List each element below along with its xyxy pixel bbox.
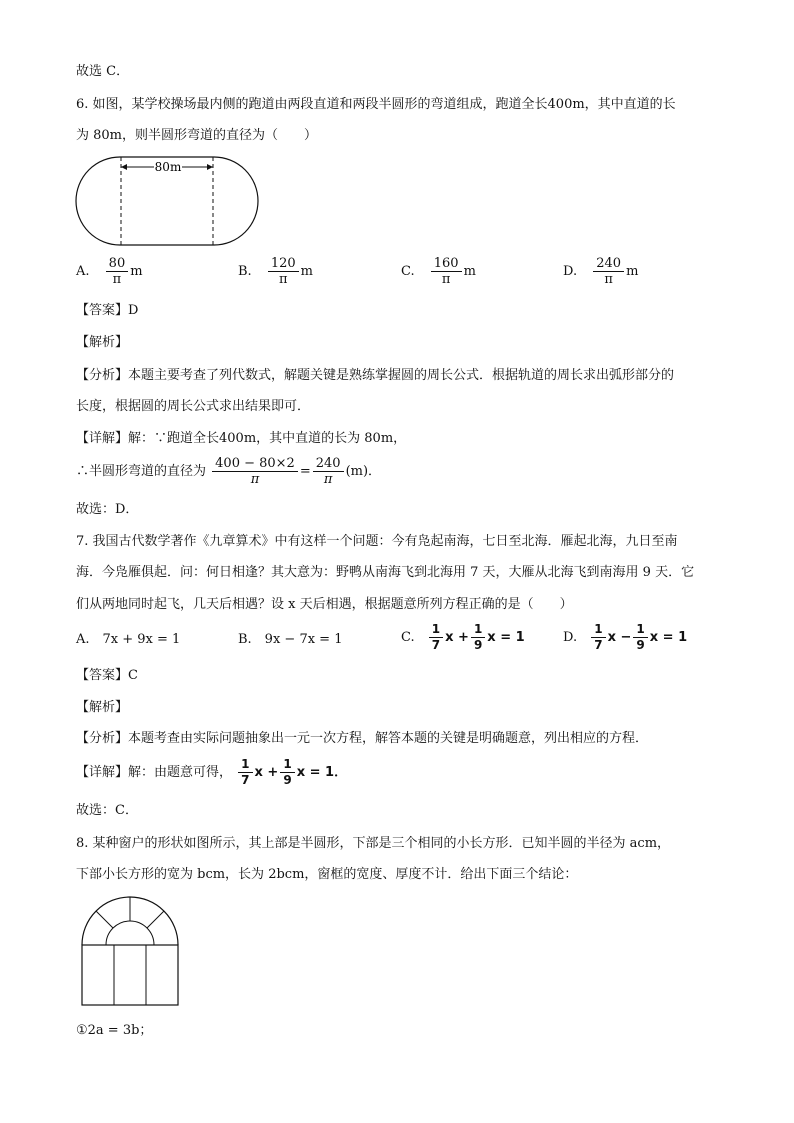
fraction: $\frac{400 - 80\times 2}{\pi}$ bbox=[212, 456, 298, 487]
q7-option-a[interactable]: A. 7x + 9x = 1 bbox=[76, 632, 181, 647]
fraction: $\frac{240}{\pi}$ bbox=[313, 456, 344, 487]
q8-stem-line2: 下部小长方形的宽为 bcm，长为 2bcm，窗框的宽度、厚度不计．给出下面三个结论： bbox=[76, 867, 578, 882]
q7-detail: 【详解】解：由题意可得， $\frac{1}{7}$ x + $\frac{1}{9}$ x = 1． bbox=[76, 757, 348, 787]
q7-option-b[interactable]: B. 9x − 7x = 1 bbox=[238, 632, 343, 647]
q7-stem-line3: 们从两地同时起飞，几天后相遇？设 x 天后相遇，根据题意所列方程正确的是（ ） bbox=[76, 597, 573, 612]
window-lower-frame bbox=[82, 945, 178, 1005]
fraction: $\frac{1}{7}$ bbox=[429, 622, 443, 653]
q6-detail-line2: ∴半圆形弯道的直径为 $\frac{400 - 80\times 2}{\pi}$ = $\frac{240}{\pi}$ (m)． bbox=[76, 456, 382, 487]
q7-analysis: 【分析】本题考查由实际问题抽象出一元一次方程，解答本题的关键是明确题意，列出相应的方程． bbox=[76, 731, 649, 746]
fraction: $\frac{240}{\pi}$ bbox=[593, 256, 624, 287]
window-mullion-left bbox=[96, 911, 113, 928]
fraction: $\frac{160}{\pi}$ bbox=[431, 256, 462, 287]
fraction: $\frac{120}{\pi}$ bbox=[268, 256, 299, 287]
q6-analysis-line2: 长度，根据圆的周长公式求出结果即可． bbox=[76, 399, 311, 414]
q6-stem-line2: 为 80m，则半圆形弯道的直径为（ ） bbox=[76, 128, 318, 143]
fraction: $\frac{1}{7}$ bbox=[238, 757, 252, 788]
q6-analysis-line1: 【分析】本题主要考查了列代数式，解题关键是熟练掌握圆的周长公式．根据轨道的周长求出弧形部分的 bbox=[76, 368, 675, 383]
q6-choose: 故选：D． bbox=[76, 502, 139, 517]
q6-track-figure bbox=[74, 155, 260, 247]
q7-option-c[interactable]: C. $\frac{1}{7}$ x + $\frac{1}{9}$ x = 1 bbox=[401, 622, 525, 652]
q6-analysis-heading: 【解析】 bbox=[76, 335, 129, 350]
window-mullion-right bbox=[147, 911, 164, 928]
q7-stem-line2: 海．今凫雁俱起．问：何日相逢？其大意为：野鸭从南海飞到北海用 7 天，大雁从北海飞到南海用 9 天．它 bbox=[76, 565, 695, 580]
arrowhead-right bbox=[207, 164, 213, 170]
fraction: $\frac{1}{7}$ bbox=[591, 622, 605, 653]
window-inner-arc bbox=[106, 921, 154, 945]
q7-analysis-heading: 【解析】 bbox=[76, 700, 129, 715]
prev-choose: 故选 C． bbox=[76, 64, 130, 79]
q6-detail-line1: 【详解】解：∵跑道全长400m，其中直道的长为 80m， bbox=[76, 431, 407, 446]
q8-window-figure bbox=[80, 893, 180, 1007]
fraction: $\frac{1}{9}$ bbox=[471, 622, 485, 653]
fraction: $\frac{1}{9}$ bbox=[280, 757, 294, 788]
q6-option-b[interactable]: B. $\frac{120}{\pi}$ m bbox=[238, 256, 313, 287]
q7-option-d[interactable]: D. $\frac{1}{7}$ x − $\frac{1}{9}$ x = 1 bbox=[563, 622, 688, 652]
q7-stem-line1: 7. 我国古代数学著作《九章算术》中有这样一个问题：今有凫起南海，七日至北海．雁起北海，九日至南 bbox=[76, 534, 678, 549]
q6-option-d[interactable]: D. $\frac{240}{\pi}$ m bbox=[563, 256, 639, 287]
q7-answer: 【答案】C bbox=[76, 668, 138, 683]
q7-choose: 故选：C． bbox=[76, 803, 138, 818]
arrowhead-left bbox=[121, 164, 127, 170]
q6-answer: 【答案】D bbox=[76, 303, 139, 318]
fraction: $\frac{80}{\pi}$ bbox=[106, 256, 129, 287]
q6-option-a[interactable]: A. $\frac{80}{\pi}$ m bbox=[76, 256, 143, 287]
fraction: $\frac{1}{9}$ bbox=[633, 622, 647, 653]
q8-stem-line1: 8. 某种窗户的形状如图所示，其上部是半圆形，下部是三个相同的小长方形．已知半圆的半径为 acm， bbox=[76, 836, 671, 851]
q6-option-c[interactable]: C. $\frac{160}{\pi}$ m bbox=[401, 256, 476, 287]
q8-conclusion-1: ①2a = 3b； bbox=[76, 1023, 153, 1038]
dimension-label: 80m bbox=[154, 160, 182, 174]
q6-stem-line1: 6. 如图，某学校操场最内侧的跑道由两段直道和两段半圆形的弯道组成，跑道全长400m，其中直道的长 bbox=[76, 97, 676, 112]
